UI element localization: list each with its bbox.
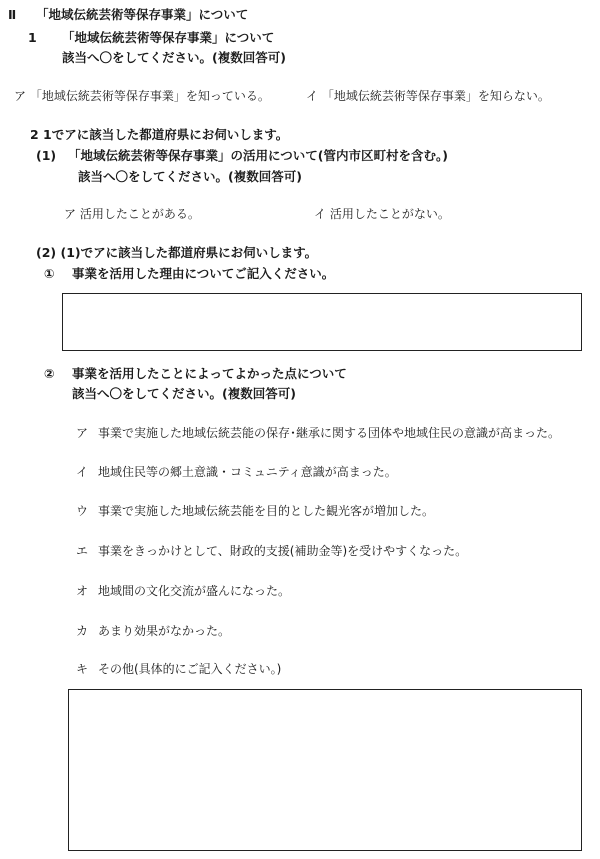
q2-sub2-header: (2) (1)でアに該当した都道府県にお伺いします。 [36,245,318,260]
benefit-option-e-text: 事業をきっかけとして、財政的支援(補助金等)を受けやすくなった。 [98,544,468,558]
benefit-option-a-key[interactable]: ア [76,426,89,440]
benefit-option-ka-key[interactable]: カ [76,624,89,638]
q1-title: 「地域伝統芸術等保存事業」について [62,30,275,45]
section-numeral: Ⅱ [8,7,17,22]
item2-text: 事業を活用したことによってよかった点について [72,366,347,381]
q2-header: 2 1でアに該当した都道府県にお伺いします。 [30,127,289,142]
benefit-option-a-text: 事業で実施した地域伝統芸能の保存･継承に関する団体や地域住民の意識が高まった。 [98,426,561,440]
q2-sub1-option-i[interactable]: イ 活用したことがない。 [314,207,450,221]
item1-marker: ① [44,266,55,281]
q2-sub1-title: 「地域伝統芸術等保存事業」の活用について(管内市区町村を含む。) [68,148,448,163]
benefit-option-u-key[interactable]: ウ [76,504,89,518]
other-answer-box[interactable] [68,689,582,851]
q2-sub1-instruction: 該当へ〇をしてください。(複数回答可) [78,169,302,184]
section-title: 「地域伝統芸術等保存事業」について [36,7,249,22]
benefit-option-ki-key[interactable]: キ [76,662,89,676]
item2-instruction: 該当へ〇をしてください。(複数回答可) [72,386,296,401]
q1-option-i[interactable]: イ 「地域伝統芸術等保存事業」を知らない。 [306,89,550,103]
benefit-option-ka-text: あまり効果がなかった。 [98,624,231,638]
q2-sub1-option-a[interactable]: ア 活用したことがある。 [64,207,200,221]
benefit-option-o-text: 地域間の文化交流が盛んになった。 [98,584,291,598]
q2-sub1-number: (1) [36,148,57,163]
q1-option-a[interactable]: ア 「地域伝統芸術等保存事業」を知っている。 [14,89,270,103]
benefit-option-u-text: 事業で実施した地域伝統芸能を目的とした観光客が増加した。 [98,504,435,518]
item1-text: 事業を活用した理由についてご記入ください。 [72,266,335,281]
q1-instruction: 該当へ〇をしてください。(複数回答可) [62,50,286,65]
q1-number: 1 [28,30,37,45]
benefit-option-i-key[interactable]: イ [76,465,89,479]
item2-marker: ② [44,366,55,381]
benefit-option-e-key[interactable]: エ [76,544,89,558]
reason-answer-box[interactable] [62,293,582,351]
benefit-option-i-text: 地域住民等の郷土意識・コミュニティ意識が高まった。 [98,465,397,479]
benefit-option-o-key[interactable]: オ [76,584,89,598]
benefit-option-ki-text: その他(具体的にご記入ください。) [98,662,282,676]
